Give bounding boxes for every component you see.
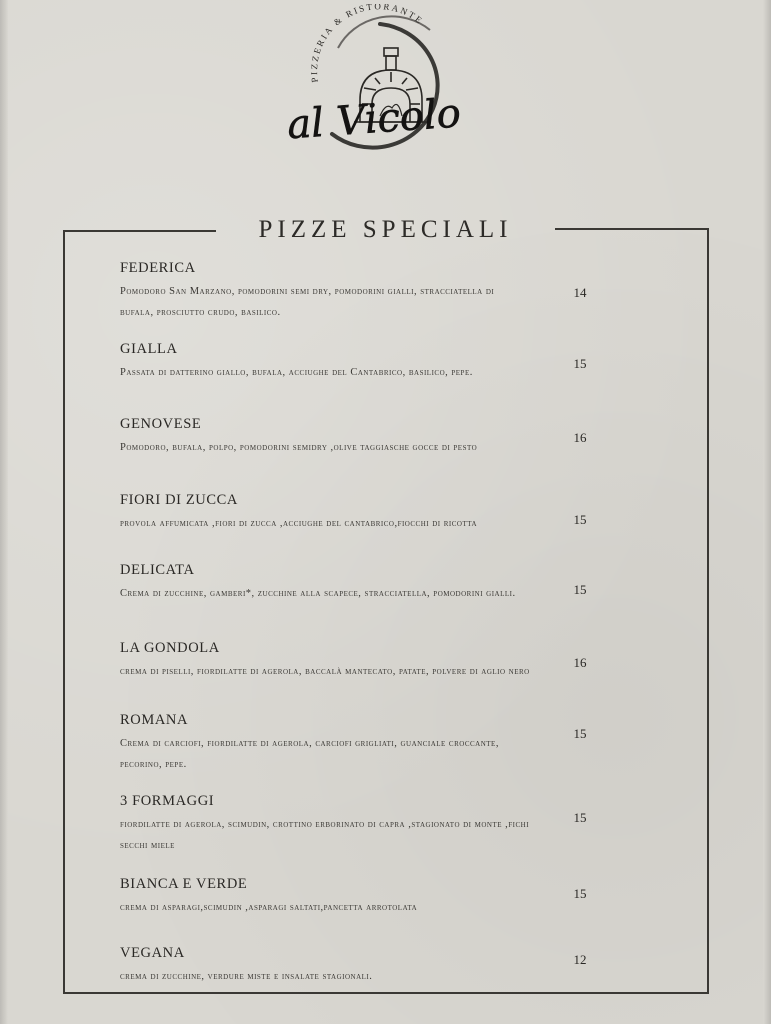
menu-item-la-gondola	[120, 640, 560, 682]
menu-item-romana	[120, 712, 560, 775]
menu-item-federica	[120, 260, 560, 323]
item-price: 14	[573, 285, 587, 300]
item-price: 15	[573, 356, 587, 371]
menu-item-3-formaggi	[120, 793, 560, 856]
item-price: 16	[573, 655, 587, 670]
item-name: FEDERICA	[120, 260, 196, 276]
menu-item-delicata	[120, 562, 560, 604]
menu-item-bianca-e-verde	[120, 876, 560, 918]
item-description: Passata di datterino giallo, bufala, acciughe del Cantabrico, basilico, pepe.	[120, 367, 473, 378]
item-name: VEGANA	[120, 945, 185, 961]
item-name: ROMANA	[120, 712, 189, 728]
item-price: 15	[573, 582, 587, 597]
item-description: provola affumicata ,fiori di zucca ,acciughe del cantabrico,fiocchi di ricotta	[120, 518, 477, 529]
item-name: BIANCA E VERDE	[120, 876, 248, 892]
item-description: crema di asparagi,scimudin ,asparagi saltati,pancetta arrotolata	[120, 902, 418, 913]
item-description: crema di piselli, fiordilatte di agerola, baccalà mantecato, patate, polvere di aglio nero	[120, 666, 530, 677]
item-price: 15	[573, 726, 587, 741]
item-description: Crema di carciofi, fiordilatte di agerola, carciofi grigliati, guanciale croccante, pecorino, pepe.	[120, 738, 499, 770]
item-price: 15	[573, 810, 587, 825]
menu-item-genovese	[120, 416, 560, 458]
item-description: crema di zucchine, verdure miste e insalate stagionali.	[120, 971, 373, 982]
item-description: fiordilatte di agerola, scimudin, crottino erborinato di capra ,stagionato di monte ,fichi secchi miele	[120, 819, 530, 851]
item-price: 15	[573, 512, 587, 527]
item-name: DELICATA	[120, 562, 195, 578]
item-price: 16	[573, 430, 587, 445]
item-name: 3 FORMAGGI	[120, 793, 215, 809]
item-price: 12	[573, 952, 587, 967]
item-name: GENOVESE	[120, 416, 202, 432]
brand-name: al Vicolo	[285, 90, 463, 149]
brand-tagline: PIZZERIA & RISTORANTE	[308, 4, 426, 84]
menu-item-gialla	[120, 341, 560, 383]
item-name: GIALLA	[120, 341, 178, 357]
menu-item-vegana	[120, 945, 560, 987]
item-price: 15	[573, 886, 587, 901]
item-description: Pomodoro San Marzano, pomodorini semi dry, pomodorini gialli, stracciatella di bufala, prosciutto crudo, basilico.	[120, 286, 495, 318]
menu-item-fiori-di-zucca	[120, 492, 560, 534]
item-description: Crema di zucchine, gamberi*, zucchine alla scapece, stracciatella, pomodorini gialli.	[120, 588, 516, 599]
item-description: Pomodoro, bufala, polpo, pomodorini semidry ,olive taggiasche gocce di pesto	[120, 442, 478, 453]
item-name: LA GONDOLA	[120, 640, 220, 656]
section-title: PIZZE SPECIALI	[258, 216, 513, 243]
item-name: FIORI DI ZUCCA	[120, 492, 238, 508]
